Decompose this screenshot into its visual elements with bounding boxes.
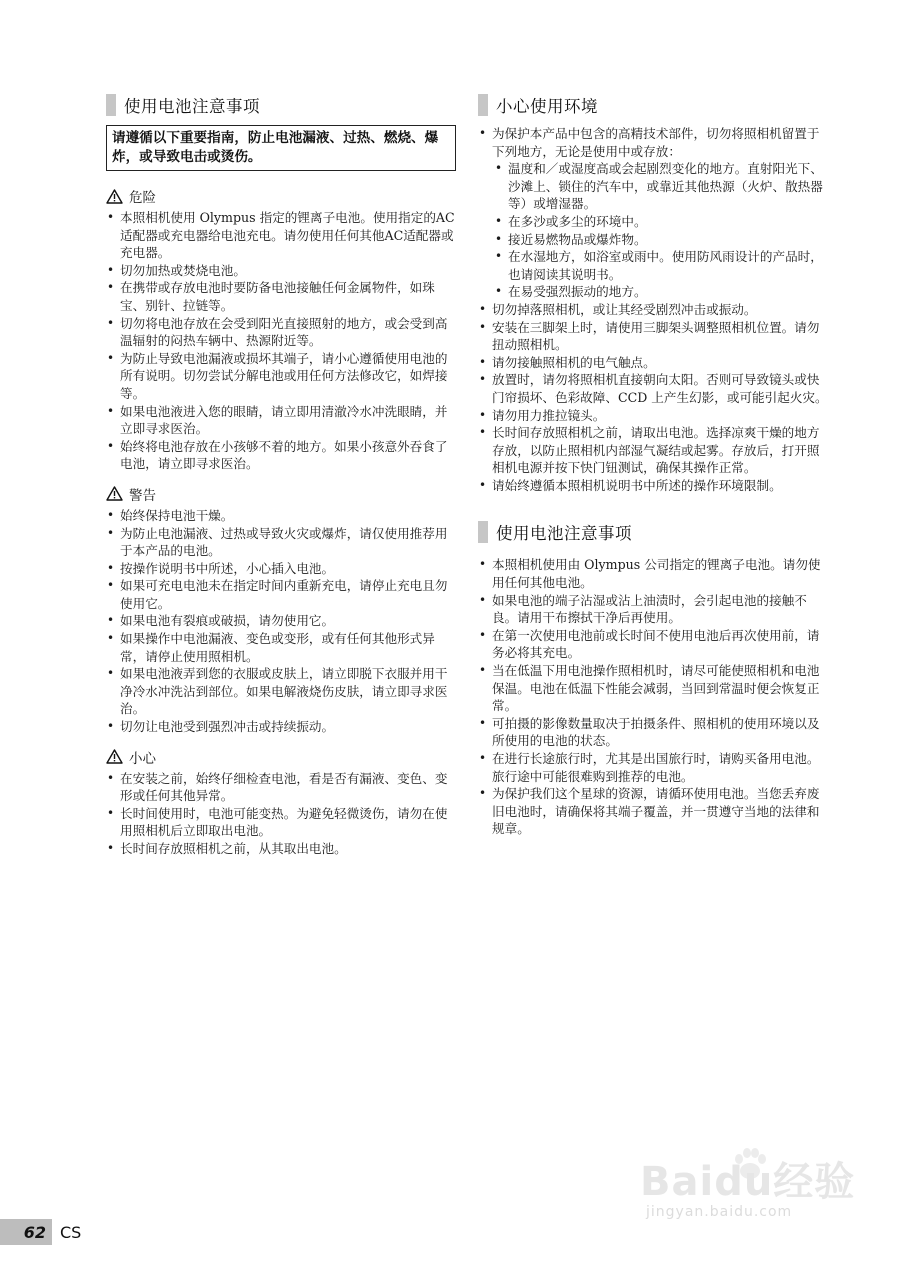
list-item: • 本照相机使用 Olympus 指定的锂离子电池。使用指定的AC适配器或充电器给电池充电。请勿使用任何其他AC适配器或充电器。 — [106, 209, 456, 262]
watermark-url: jingyan.baidu.com — [646, 1204, 793, 1220]
right-column — [478, 93, 828, 838]
list-item: • 为防止电池漏液、过热或导致火灾或爆炸，请仅使用推荐用于本产品的电池。 — [106, 525, 456, 560]
list-item: • 为防止导致电池漏液或损坏其端子，请小心遵循使用电池的所有说明。切勿尝试分解电池或用任何方法修改它，如焊接等。 — [106, 350, 456, 403]
list-item — [478, 125, 828, 301]
list-item: • 如果操作中电池漏液、变色或变形，或有任何其他形式异常，请停止使用照相机。 — [106, 630, 456, 665]
sub-list-item: • 在易受强烈振动的地方。 — [494, 283, 828, 301]
list-item: • 如果电池液进入您的眼睛，请立即用清澈冷水冲洗眼睛，并立即寻求医治。 — [106, 403, 456, 438]
danger-heading — [106, 185, 456, 207]
list-item: • 在进行长途旅行时，尤其是出国旅行时，请购买备用电池。旅行途中可能很难购到推荐的电池。 — [478, 750, 828, 785]
page-footer — [0, 1219, 81, 1245]
warning-list — [106, 507, 456, 736]
section-title: 使用电池注意事项 — [124, 97, 260, 116]
list-item: • 请勿用力推拉镜头。 — [478, 407, 828, 425]
list-item: • 切勿掉落照相机，或让其经受剧烈冲击或振动。 — [478, 301, 828, 319]
sub-list-item: • 在多沙或多尘的环境中。 — [494, 213, 828, 231]
page-number-box — [0, 1219, 52, 1245]
list-item: • 安装在三脚架上时，请使用三脚架头调整照相机位置。请勿扭动照相机。 — [478, 319, 828, 354]
list-item: • 如果电池的端子沾湿或沾上油渍时，会引起电池的接触不良。请用干布擦拭干净后再使用。 — [478, 592, 828, 627]
list-item-text: 为保护本产品中包含的高精技术部件，切勿将照相机留置于下列地方，无论是使用中或存放： — [492, 126, 820, 159]
section-marker — [106, 94, 116, 116]
list-item: • 如果可充电电池未在指定时间内重新充电，请停止充电且勿使用它。 — [106, 577, 456, 612]
list-item: • 如果电池液弄到您的衣服或皮肤上，请立即脱下衣服并用干净冷水冲洗沾到部位。如果电解液烧伤皮肤，请立即寻求医治。 — [106, 665, 456, 718]
caution-label: 小心 — [129, 750, 156, 767]
section-header-battery-usage — [478, 520, 828, 544]
warning-triangle-icon — [106, 749, 123, 764]
caution-heading — [106, 746, 456, 768]
section-header-environment — [478, 93, 828, 117]
sub-list-item: • 接近易燃物品或爆炸物。 — [494, 231, 828, 249]
section-marker — [478, 94, 488, 116]
section-title: 使用电池注意事项 — [496, 524, 632, 544]
list-item: • 当在低温下用电池操作照相机时，请尽可能使照相机和电池保温。电池在低温下性能会减弱，当回到常温时便会恢复正常。 — [478, 662, 828, 715]
list-item: • 请勿接触照相机的电气触点。 — [478, 354, 828, 372]
warning-triangle-icon — [106, 189, 123, 204]
language-code: CS — [60, 1222, 82, 1242]
section-marker — [478, 521, 488, 543]
list-item: • 始终将电池存放在小孩够不着的地方。如果小孩意外吞食了电池，请立即寻求医治。 — [106, 438, 456, 473]
battery-usage-list — [478, 556, 828, 838]
list-item: • 按操作说明书中所述，小心插入电池。 — [106, 560, 456, 578]
list-item: • 长时间存放照相机之前，从其取出电池。 — [106, 840, 456, 858]
section-header-battery — [106, 93, 456, 117]
warning-triangle-icon — [106, 486, 123, 501]
sub-list-item: • 在水湿地方，如浴室或雨中。使用防风雨设计的产品时，也请阅读其说明书。 — [494, 248, 828, 283]
danger-label: 危险 — [129, 190, 156, 206]
section-title: 小心使用环境 — [496, 97, 598, 116]
sub-list-item: • 温度和／或湿度高或会起剧烈变化的地方。直射阳光下、沙滩上、锁住的汽车中，或靠近其他热源（火炉、散热器等）或增湿器。 — [494, 160, 828, 213]
list-item: • 在携带或存放电池时要防备电池接触任何金属物件，如珠宝、别针、拉链等。 — [106, 279, 456, 314]
list-item: • 切勿将电池存放在会受到阳光直接照射的地方，或会受到高温辐射的闷热车辆中、热源附近等。 — [106, 315, 456, 350]
list-item: • 为保护我们这个星球的资源，请循环使用电池。当您丢弃废旧电池时，请确保将其端子覆盖，并一贯遵守当地的法律和规章。 — [478, 785, 828, 838]
warning-heading — [106, 483, 456, 505]
list-item: • 可拍摄的影像数量取决于拍摄条件、照相机的使用环境以及所使用的电池的状态。 — [478, 715, 828, 750]
list-item: • 切勿让电池受到强烈冲击或持续振动。 — [106, 718, 456, 736]
watermark-brand: Baidu经验 — [640, 1159, 856, 1205]
list-item: • 始终保持电池干燥。 — [106, 507, 456, 525]
caution-list — [106, 770, 456, 858]
notice-box: 请遵循以下重要指南，防止电池漏液、过热、燃烧、爆炸，或导致电击或烫伤。 — [106, 125, 456, 171]
warning-label: 警告 — [129, 487, 156, 504]
list-item: • 在第一次使用电池前或长时间不使用电池后再次使用前，请务必将其充电。 — [478, 627, 828, 662]
list-item: • 请始终遵循本照相机说明书中所述的操作环境限制。 — [478, 477, 828, 495]
list-item: • 如果电池有裂痕或破损，请勿使用它。 — [106, 612, 456, 630]
left-column — [106, 93, 456, 858]
danger-list — [106, 209, 456, 473]
sub-list — [492, 160, 828, 301]
list-item: • 在安装之前，始终仔细检查电池，看是否有漏液、变色、变形或任何其他异常。 — [106, 770, 456, 805]
environment-list — [478, 125, 828, 494]
watermark — [640, 1150, 880, 1230]
list-item: • 放置时，请勿将照相机直接朝向太阳。否则可导致镜头或快门帘损坏、色彩故障、CCD 上产生幻影，或可能引起火灾。 — [478, 371, 828, 406]
list-item: • 长时间使用时，电池可能变热。为避免轻微烫伤，请勿在使用照相机后立即取出电池。 — [106, 805, 456, 840]
list-item: • 切勿加热或焚烧电池。 — [106, 262, 456, 280]
list-item: • 长时间存放照相机之前，请取出电池。选择凉爽干燥的地方存放，以防止照相机内部湿气凝结或起雾。存放后，打开照相机电源并按下快门钮测试，确保其操作正常。 — [478, 424, 828, 477]
page-number: 62 — [23, 1222, 46, 1242]
list-item: • 本照相机使用由 Olympus 公司指定的锂离子电池。请勿使用任何其他电池。 — [478, 556, 828, 591]
